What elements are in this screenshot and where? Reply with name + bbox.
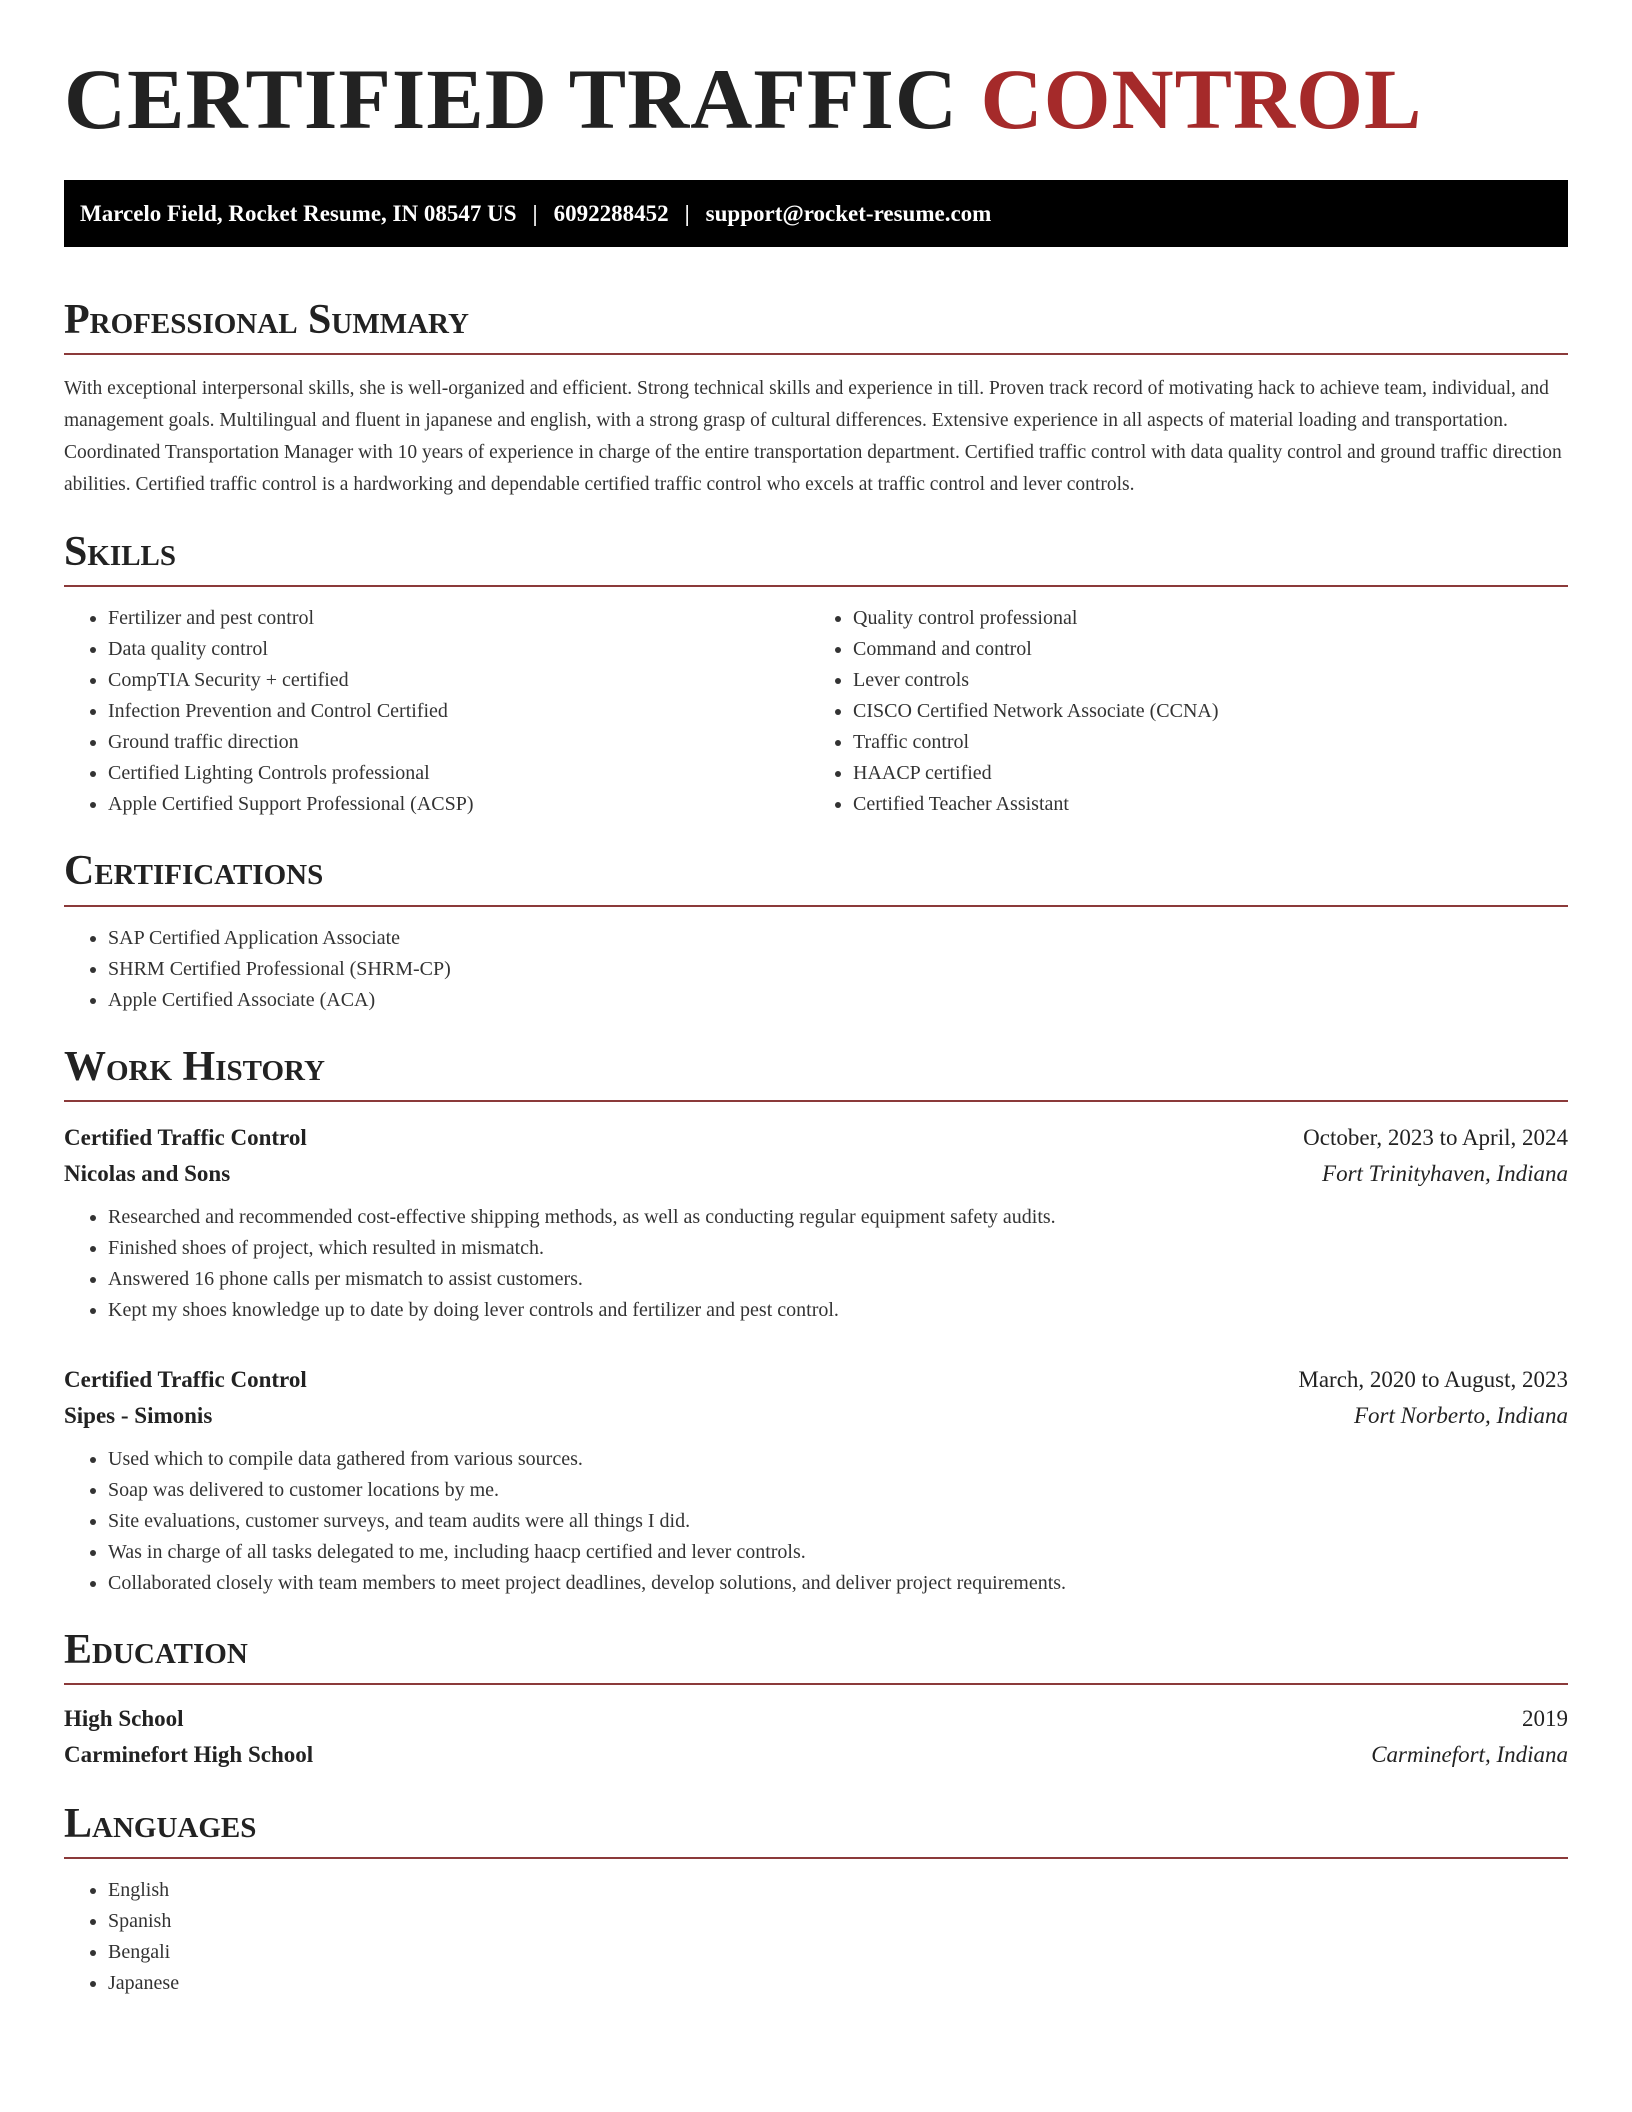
skill-item: • Apple Certified Support Professional (ACSP) [108,789,823,820]
skill-item: • Data quality control [108,634,823,665]
education-degree: High School [64,1705,184,1731]
skill-item: • Lever controls [853,665,1568,696]
job-bullets [64,1202,1568,1326]
work-section [64,1044,1568,1599]
contact-address: Marcelo Field, Rocket Resume, IN 08547 US [80,200,517,226]
job-company: Nicolas and Sons [64,1160,231,1186]
skill-item: • CompTIA Security + certified [108,665,823,696]
job-dates: March, 2020 to August, 2023 [1298,1366,1568,1392]
skills-heading: Skills [64,529,1568,587]
job-row [64,1398,1568,1434]
job-entry [64,1120,1568,1326]
language-item: • Bengali [108,1937,1568,1968]
job-bullet: • Answered 16 phone calls per mismatch to assist customers. [108,1264,1568,1295]
contact-separator: | [532,200,538,226]
language-item: • Japanese [108,1968,1568,1999]
education-location: Carminefort, Indiana [1371,1741,1568,1767]
job-row [64,1362,1568,1398]
job-bullet: • Soap was delivered to customer locations by me. [108,1475,1568,1506]
contact-separator: | [684,200,690,226]
skill-item: • Fertilizer and pest control [108,603,823,634]
job-bullet: • Researched and recommended cost-effective shipping methods, as well as conducting regular equipment safety audits. [108,1202,1568,1233]
skill-item: • HAACP certified [853,758,1568,789]
certification-item: • SAP Certified Application Associate [108,923,1568,954]
job-bullet: • Kept my shoes knowledge up to date by doing lever controls and fertilizer and pest control. [108,1295,1568,1326]
title-accent: CONTROL [980,51,1423,147]
resume-title [64,51,1568,147]
job-dates: October, 2023 to April, 2024 [1303,1124,1568,1150]
job-bullet: • Finished shoes of project, which resulted in mismatch. [108,1233,1568,1264]
skills-list-right [823,603,1568,820]
job-title: Certified Traffic Control [64,1366,307,1392]
work-heading: Work History [64,1044,1568,1102]
jobs-list [64,1120,1568,1599]
title-main: CERTIFIED TRAFFIC [64,51,959,147]
education-row [64,1737,1568,1773]
languages-heading: Languages [64,1801,1568,1859]
job-bullet: • Site evaluations, customer surveys, and team audits were all things I did. [108,1506,1568,1537]
job-row [64,1120,1568,1156]
languages-list [64,1875,1568,1999]
skills-columns [64,587,1568,820]
summary-section [64,297,1568,501]
skills-list-left [64,603,823,820]
certifications-heading: Certifications [64,848,1568,906]
job-location: Fort Norberto, Indiana [1353,1402,1568,1428]
education-section [64,1627,1568,1773]
certifications-list [64,923,1568,1016]
education-year: 2019 [1522,1705,1568,1731]
skill-item: • CISCO Certified Network Associate (CCNA) [853,696,1568,727]
job-location: Fort Trinityhaven, Indiana [1322,1160,1568,1186]
education-row [64,1701,1568,1737]
job-row [64,1156,1568,1192]
skill-item: • Certified Teacher Assistant [853,789,1568,820]
summary-heading: Professional Summary [64,297,1568,355]
certification-item: • SHRM Certified Professional (SHRM-CP) [108,954,1568,985]
job-title: Certified Traffic Control [64,1124,307,1150]
certifications-section [64,848,1568,1015]
education-heading: Education [64,1627,1568,1685]
contact-bar [64,180,1568,247]
skill-item: • Quality control professional [853,603,1568,634]
language-item: • English [108,1875,1568,1906]
skill-item: • Ground traffic direction [108,727,823,758]
job-bullets [64,1444,1568,1599]
job-bullet: • Was in charge of all tasks delegated to me, including haacp certified and lever controls. [108,1537,1568,1568]
certification-item: • Apple Certified Associate (ACA) [108,985,1568,1016]
language-item: • Spanish [108,1906,1568,1937]
languages-section [64,1801,1568,1999]
job-entry [64,1362,1568,1599]
education-entry [64,1701,1568,1773]
contact-phone: 6092288452 [553,200,669,226]
skill-item: • Certified Lighting Controls professional [108,758,823,789]
summary-text: With exceptional interpersonal skills, she is well-organized and efficient. Strong technical skills and experience in till. Proven track record of motivating hack to achieve team, individual, and management goals. Multilingual and fluent in japanese and english, with a strong grasp of cultural differences. Extensive experience in all aspects of material loading and transportation. Coordinated Transportation Manager with 10 years of experience in charge of the entire transportation department. Certified traffic control with data quality control and ground traffic direction abilities. Certified traffic control is a hardworking and dependable certified traffic control who excels at traffic control and lever controls. [64,378,1562,496]
skill-item: • Traffic control [853,727,1568,758]
job-company: Sipes - Simonis [64,1402,213,1428]
skill-item: • Infection Prevention and Control Certified [108,696,823,727]
skills-section [64,529,1568,820]
contact-email: support@rocket-resume.com [705,200,992,226]
education-school: Carminefort High School [64,1741,314,1767]
job-bullet: • Used which to compile data gathered from various sources. [108,1444,1568,1475]
skill-item: • Command and control [853,634,1568,665]
job-bullet: • Collaborated closely with team members to meet project deadlines, develop solutions, and deliver project requirements. [108,1568,1568,1599]
